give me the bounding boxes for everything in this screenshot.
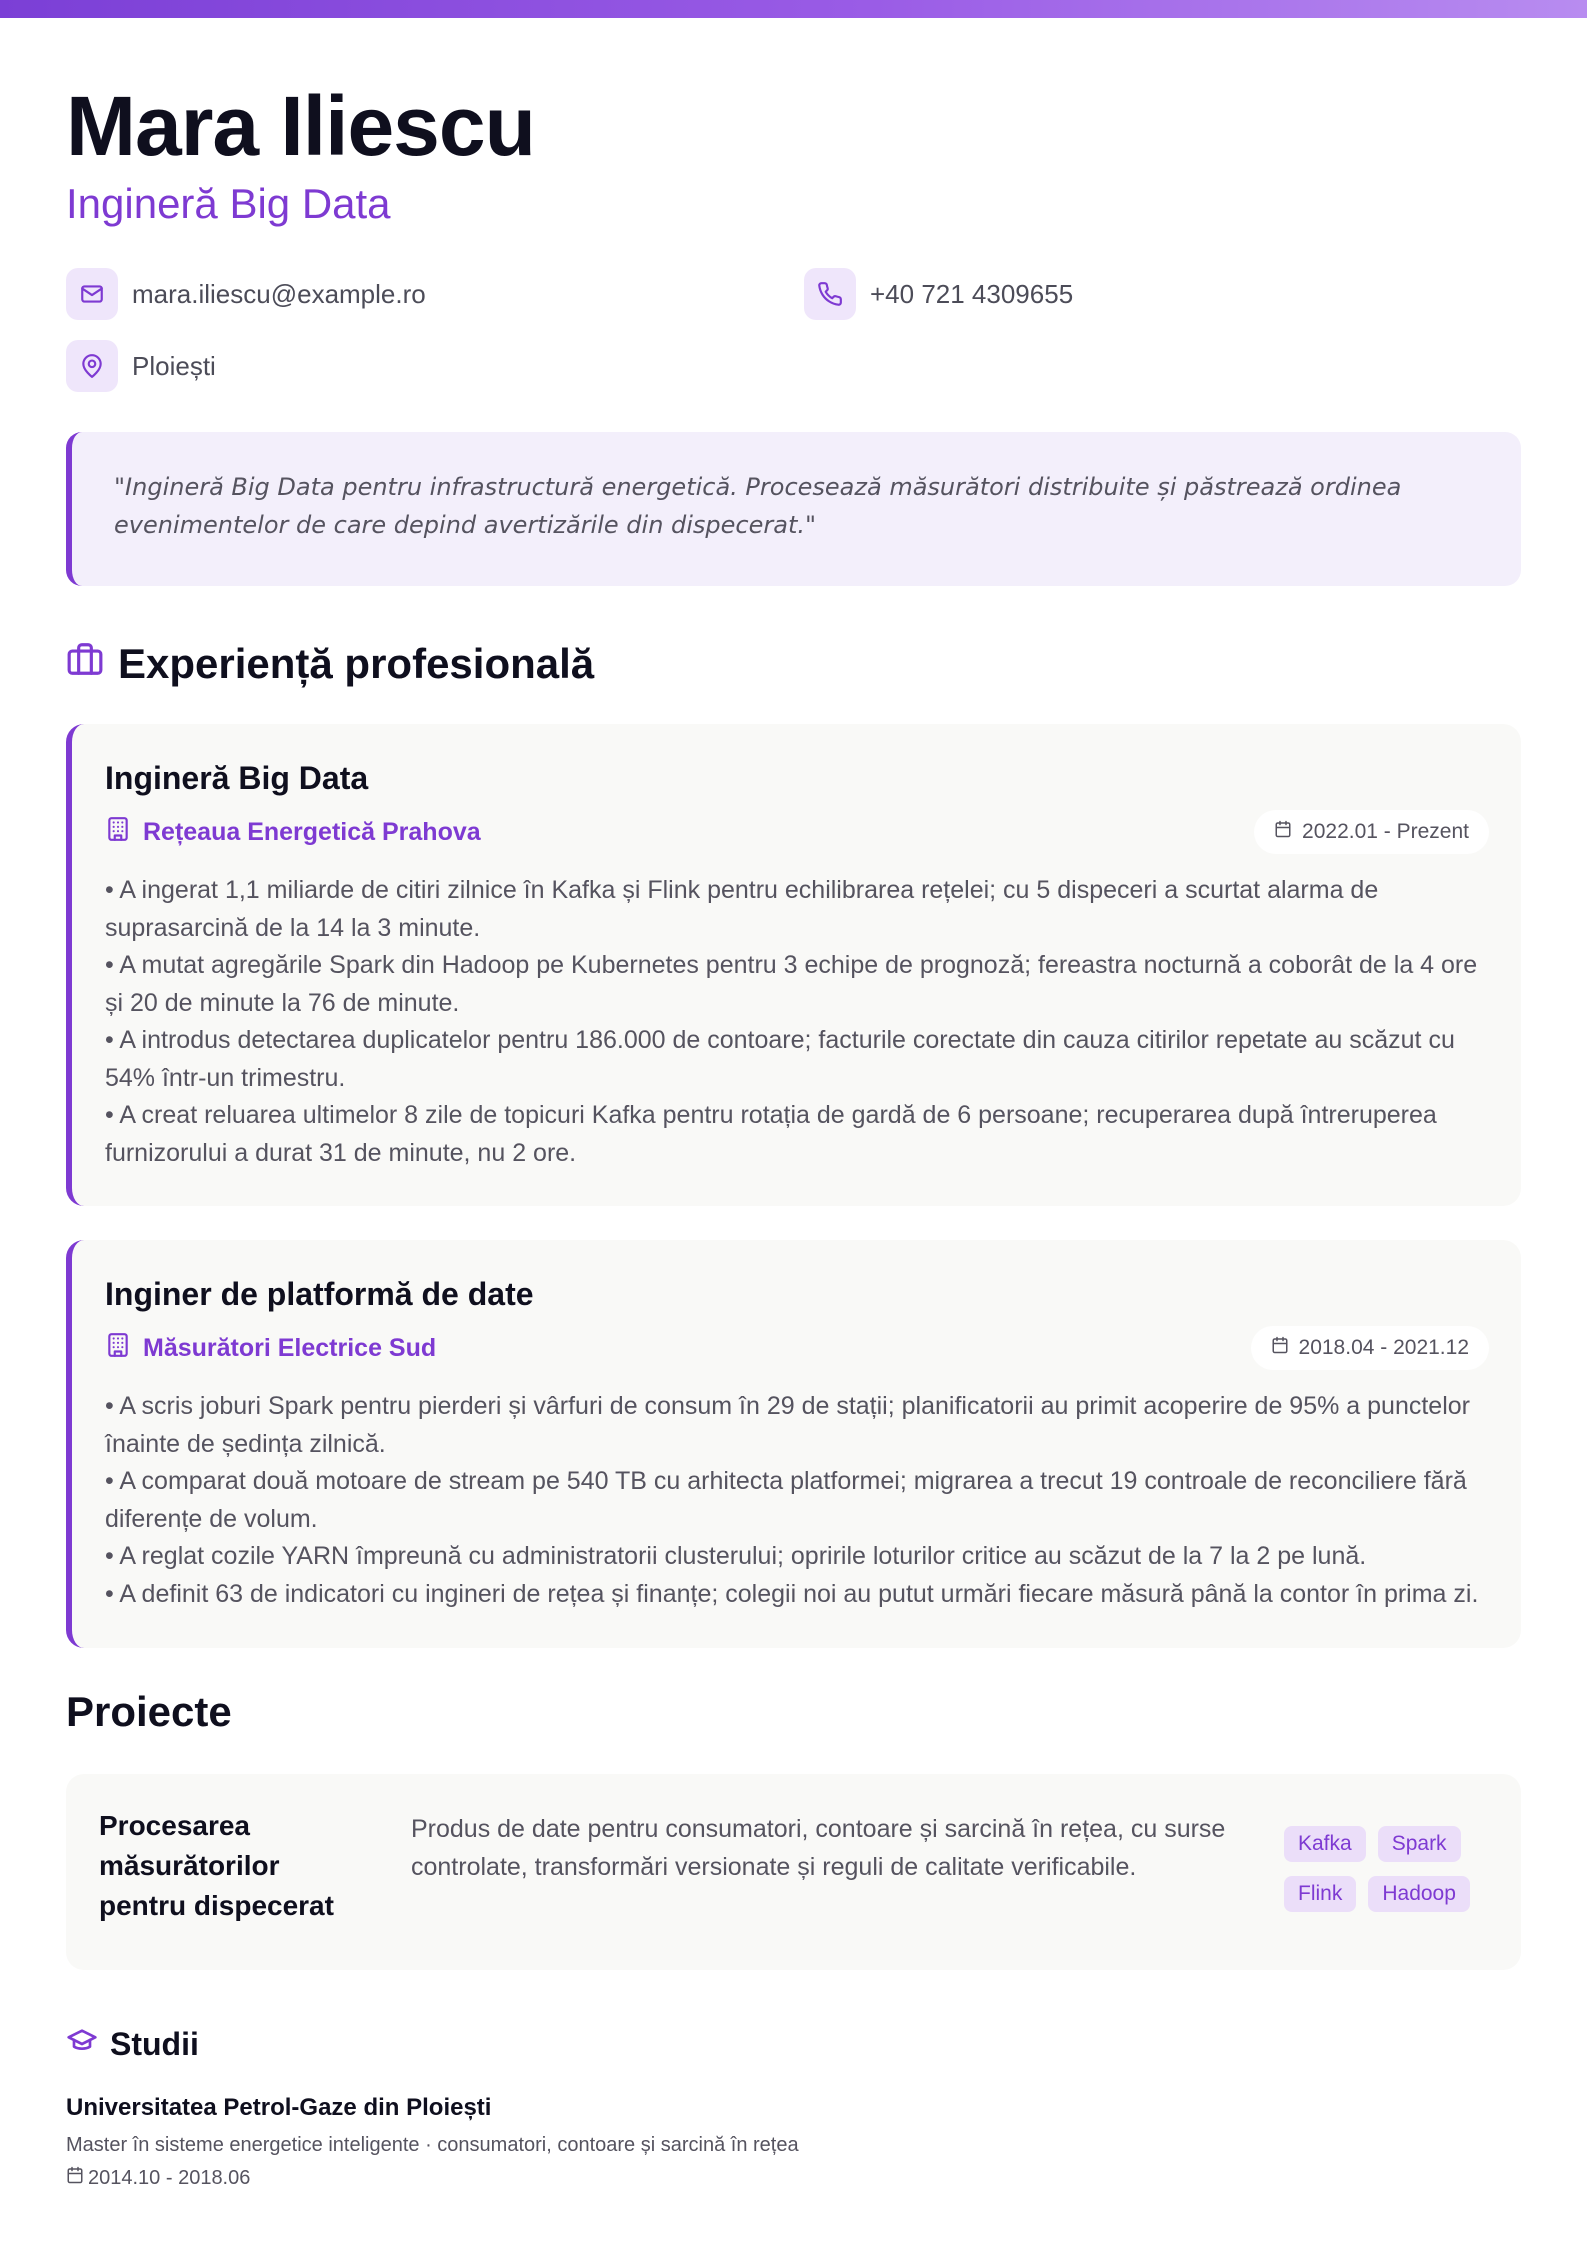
tech-tag: Flink [1284, 1876, 1356, 1912]
degree-text: Master în sisteme energetice inteligente · consumatori, contoare și sarcină în rețea [66, 2134, 799, 2156]
tech-tag: Kafka [1284, 1826, 1366, 1862]
job-card [66, 724, 1521, 1206]
education-dates-text: 2014.10 - 2018.06 [88, 2166, 251, 2189]
bullet-item: • A creat reluarea ultimelor 8 zile de topicuri Kafka pentru rotația de gardă de 6 persoane; recuperarea după întreruperea furnizorului a durat 31 de minute, nu 2 ore. [105, 1101, 1437, 1167]
summary-quote: "Ingineră Big Data pentru infrastructură energetică. Procesează măsurători distribuite și păstrează ordinea evenimentelor de care depind avertizările din dispecerat." [66, 432, 1521, 586]
date-badge [1251, 1326, 1489, 1370]
bullet-item: • A reglat cozile YARN împreună cu administratorii clusterului; opririle loturilor critice au scăzut de la 7 la 2 pe lună. [105, 1542, 1367, 1570]
map-pin-icon [66, 340, 118, 392]
building-icon [105, 816, 131, 849]
project-description: Produs de date pentru consumatori, contoare și sarcină în rețea, cu surse controlate, transformări versionate și reguli de calitate verificabile. [411, 1815, 1226, 1881]
experience-heading [66, 640, 594, 688]
job-card [66, 1240, 1521, 1648]
projects-heading: Proiecte [66, 1688, 232, 1735]
experience-title: Experiență profesională [118, 640, 595, 687]
tech-tag: Hadoop [1368, 1876, 1470, 1912]
phone-icon [804, 268, 856, 320]
education-title: Studii [110, 2025, 199, 2062]
job-dates: 2018.04 - 2021.12 [1298, 1336, 1469, 1359]
calendar-icon [1274, 820, 1292, 844]
education-dates [66, 2166, 250, 2190]
school-name: Universitatea Petrol-Gaze din Ploiești [66, 2094, 492, 2121]
top-accent-bar [0, 0, 1587, 18]
job-bullets [105, 1388, 1500, 1613]
project-name: Procesarea măsurătorilor pentru dispecerat [99, 1810, 334, 1921]
mail-icon [66, 268, 118, 320]
bullet-item: • A ingerat 1,1 miliarde de citiri zilnice în Kafka și Flink pentru echilibrarea rețelei; cu 5 dispeceri a scurtat alarma de suprasarcină de la 14 la 3 minute. [105, 876, 1379, 942]
project-tags [1284, 1826, 1494, 1912]
job-company [105, 1332, 436, 1365]
candidate-name: Mara Iliescu [66, 79, 535, 173]
company-name: Rețeaua Energetică Prahova [143, 818, 481, 846]
project-card [66, 1774, 1521, 1970]
contact-email[interactable] [66, 268, 426, 320]
job-title: Inginer de platformă de date [105, 1276, 534, 1312]
job-title: Ingineră Big Data [105, 760, 369, 796]
location-text: Ploiești [132, 350, 216, 381]
calendar-icon [1271, 1336, 1289, 1360]
contact-phone[interactable] [804, 268, 1073, 320]
building-icon [105, 1332, 131, 1365]
bullet-item: • A comparat două motoare de stream pe 540 TB cu arhitecta platformei; migrarea a trecut 19 controale de reconciliere fără diferențe de volum. [105, 1467, 1467, 1533]
job-bullets [105, 872, 1500, 1172]
job-dates: 2022.01 - Prezent [1302, 820, 1469, 843]
phone-text: +40 721 4309655 [870, 278, 1074, 309]
bullet-item: • A introdus detectarea duplicatelor pentru 186.000 de contoare; facturile corectate din cauza citirilor repetate au scăzut cu 54% într-un trimestru. [105, 1026, 1455, 1092]
bullet-item: • A definit 63 de indicatori cu ingineri de rețea și finanțe; colegii noi au putut urmări fiecare măsură până la contor în prima zi. [105, 1579, 1479, 1608]
tech-tag: Spark [1378, 1826, 1461, 1862]
email-text: mara.iliescu@example.ro [132, 278, 426, 309]
company-name: Măsurători Electrice Sud [143, 1334, 437, 1362]
calendar-icon [66, 2166, 84, 2190]
job-company [105, 816, 481, 849]
date-badge [1254, 810, 1489, 854]
candidate-role: Ingineră Big Data [66, 180, 391, 227]
graduation-cap-icon [66, 2024, 98, 2064]
briefcase-icon [66, 640, 104, 688]
education-heading [66, 2024, 199, 2064]
bullet-item: • A scris joburi Spark pentru pierderi și vârfuri de consum în 29 de stații; planificatorii au primit acoperire de 95% a punctelor înainte de ședința zilnică. [105, 1392, 1470, 1458]
contact-location [66, 340, 216, 392]
bullet-item: • A mutat agregările Spark din Hadoop pe Kubernetes pentru 3 echipe de prognoză; fereastra nocturnă a coborât de la 4 ore și 20 de minute la 76 de minute. [105, 951, 1478, 1017]
